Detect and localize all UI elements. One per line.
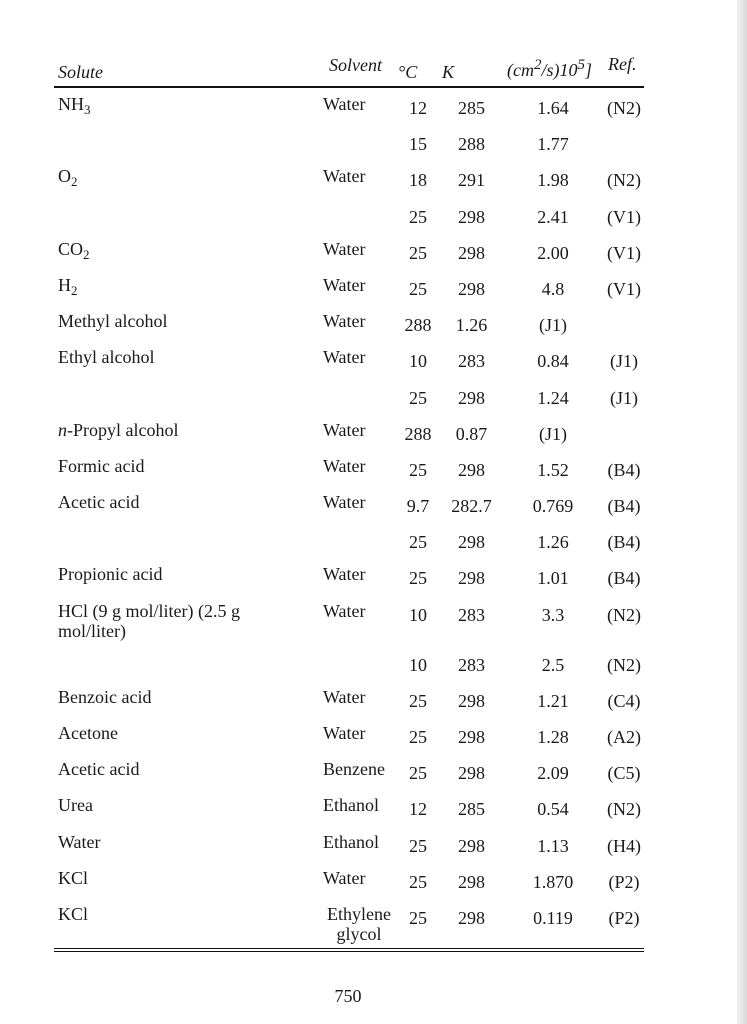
page-number: 750 — [334, 986, 362, 1006]
table-row — [54, 305, 644, 341]
cell-celsius: 12 — [409, 98, 427, 118]
cell-ref: (N2) — [607, 98, 641, 118]
cell-solvent: Water — [323, 455, 366, 476]
page-edge-shadow — [737, 0, 747, 1024]
cell-celsius: 25 — [409, 242, 427, 263]
cell-solute: Methyl alcohol — [58, 311, 168, 332]
cell-diffusivity: 1.77 — [537, 134, 569, 155]
cell-diffusivity: 2.09 — [537, 763, 569, 784]
cell-solute: Urea — [58, 795, 93, 816]
cell-kelvin: 282.7 — [451, 496, 492, 517]
cell-diffusivity: 1.98 — [537, 170, 569, 191]
cell-kelvin: 283 — [458, 351, 485, 372]
cell-solvent: Water — [323, 723, 366, 743]
cell-solvent: Water — [323, 238, 366, 259]
cell-ref: (B4) — [607, 496, 641, 517]
cell-diffusivity: 3.3 — [541, 604, 565, 625]
cell-solvent: Ethanol — [323, 795, 379, 816]
cell-ref: (V1) — [607, 242, 641, 263]
cell-celsius: 15 — [409, 134, 427, 155]
cell-celsius: 10 — [409, 604, 427, 625]
cell-solvent: Ethylene glycol — [327, 903, 391, 944]
cell-ref: (P2) — [608, 907, 640, 928]
cell-diffusivity: 1.28 — [537, 727, 569, 747]
table-row — [54, 414, 644, 450]
cell-celsius: 25 — [409, 727, 427, 747]
table-row — [54, 88, 644, 124]
cell-kelvin: 298 — [458, 871, 485, 892]
table-row — [54, 233, 644, 269]
cell-solute: KCl — [58, 867, 89, 888]
table-row — [54, 789, 644, 825]
cell-solvent: Water — [323, 867, 366, 888]
table-row — [54, 898, 644, 948]
cell-solvent: Water — [323, 492, 366, 513]
cell-solvent: Water — [323, 564, 366, 585]
cell-ref: (J1) — [610, 387, 638, 408]
cell-solute: KCl — [58, 903, 89, 924]
table-row — [54, 862, 644, 898]
cell-solute: HCl (9 g mol/liter) (2.5 g mol/liter) — [58, 600, 240, 641]
header-kelvin: K — [442, 62, 455, 82]
table-row — [54, 522, 644, 558]
cell-celsius: 25 — [409, 907, 427, 928]
cell-ref: (P2) — [608, 871, 640, 892]
cell-kelvin: 298 — [458, 690, 485, 711]
cell-celsius: 25 — [409, 871, 427, 892]
cell-solute: Acetone — [58, 723, 118, 743]
cell-diffusivity: 0.119 — [533, 907, 573, 928]
cell-diffusivity: 0.84 — [537, 351, 569, 372]
cell-solvent: Water — [323, 419, 366, 440]
cell-solute: $NH_3$ — [58, 94, 91, 117]
table-row — [54, 269, 644, 305]
cell-diffusivity: 2.5 — [541, 654, 565, 675]
cell-solute: $CO_2$ — [58, 238, 90, 262]
cell-ref: (H4) — [607, 835, 641, 856]
cell-solvent: Water — [323, 311, 366, 332]
cell-ref: (V1) — [607, 206, 641, 227]
header-celsius: °C — [398, 62, 418, 82]
cell-solvent: Water — [323, 686, 366, 707]
cell-celsius: 12 — [409, 799, 427, 820]
cell-solute: Acetic acid — [58, 759, 140, 780]
cell-diffusivity: 0.54 — [537, 799, 569, 820]
cell-solute: Ethyl alcohol — [58, 347, 155, 368]
cell-solvent: Ethanol — [323, 831, 379, 852]
cell-solute: n-Propyl alcohol — [58, 419, 179, 440]
header-diffusivity: $(cm^2/s)10^5$] — [507, 57, 592, 80]
cell-ref: (B4) — [607, 459, 641, 480]
table-row — [54, 378, 644, 414]
cell-solute: Formic acid — [58, 455, 145, 476]
cell-solute: Acetic acid — [58, 492, 140, 513]
cell-celsius: 25 — [409, 532, 427, 553]
cell-kelvin: 285 — [458, 799, 485, 820]
table-body — [54, 88, 644, 948]
cell-kelvin: 1.26 — [455, 315, 488, 336]
cell-diffusivity: 2.41 — [537, 206, 569, 227]
cell-solvent: Water — [323, 347, 366, 368]
cell-diffusivity: 1.64 — [537, 98, 569, 118]
cell-kelvin: 298 — [458, 727, 485, 747]
table-row — [54, 717, 644, 753]
table-row — [54, 645, 644, 681]
cell-celsius: 25 — [409, 278, 427, 299]
table-row — [54, 160, 644, 196]
cell-kelvin: 298 — [458, 907, 485, 928]
cell-kelvin: 298 — [458, 278, 485, 299]
cell-solvent: Benzene — [323, 759, 385, 780]
cell-diffusivity: 1.26 — [537, 532, 569, 553]
cell-ref: (N2) — [607, 654, 641, 675]
table-row — [54, 486, 644, 522]
cell-celsius: 25 — [409, 387, 427, 408]
cell-celsius: 25 — [409, 835, 427, 856]
cell-ref: (N2) — [607, 799, 641, 820]
cell-kelvin: 288 — [458, 134, 485, 155]
table-row — [54, 450, 644, 486]
table-row — [54, 341, 644, 377]
cell-ref: (B4) — [607, 568, 641, 589]
cell-kelvin: 0.87 — [455, 423, 488, 444]
cell-ref: (A2) — [607, 727, 641, 747]
cell-kelvin: 283 — [458, 654, 485, 675]
cell-diffusivity: (J1) — [539, 423, 567, 444]
table-row — [54, 124, 644, 160]
cell-kelvin: 298 — [458, 568, 485, 589]
cell-diffusivity: 1.21 — [537, 690, 569, 711]
cell-kelvin: 298 — [458, 763, 485, 784]
cell-solute: Benzoic acid — [58, 686, 152, 707]
cell-celsius: 9.7 — [406, 496, 430, 517]
header-solute: Solute — [58, 62, 103, 82]
cell-ref: (V1) — [607, 278, 641, 299]
cell-solvent: Water — [323, 600, 366, 621]
table-row — [54, 197, 644, 233]
cell-kelvin: 298 — [458, 387, 485, 408]
table-row — [54, 753, 644, 789]
cell-celsius: 25 — [409, 568, 427, 589]
cell-diffusivity: 1.01 — [537, 568, 569, 589]
table-row — [54, 595, 644, 645]
cell-solvent: Water — [323, 94, 366, 114]
cell-diffusivity: 4.8 — [541, 278, 565, 299]
cell-kelvin: 298 — [458, 242, 485, 263]
cell-diffusivity: 1.24 — [537, 387, 569, 408]
cell-celsius: 10 — [409, 351, 427, 372]
cell-kelvin: 298 — [458, 532, 485, 553]
header-solvent: Solvent — [329, 55, 382, 75]
cell-celsius: 10 — [409, 654, 427, 675]
cell-celsius: 25 — [409, 690, 427, 711]
cell-ref: (N2) — [607, 170, 641, 191]
cell-kelvin: 298 — [458, 206, 485, 227]
cell-ref: (B4) — [607, 532, 641, 553]
diffusivity-table — [54, 52, 644, 952]
cell-ref: (C4) — [607, 690, 641, 711]
table-row — [54, 558, 644, 594]
cell-solute: Water — [58, 831, 101, 852]
cell-ref: (N2) — [607, 604, 641, 625]
cell-diffusivity: 1.13 — [537, 835, 569, 856]
cell-diffusivity: 0.769 — [532, 496, 574, 517]
table-row — [54, 826, 644, 862]
cell-kelvin: 298 — [458, 459, 485, 480]
cell-celsius: 288 — [404, 315, 432, 336]
table-header — [54, 52, 644, 88]
table-row — [54, 681, 644, 717]
cell-solute: $O_2$ — [58, 166, 78, 190]
cell-celsius: 25 — [409, 206, 427, 227]
cell-celsius: 18 — [409, 170, 427, 191]
cell-diffusivity: 1.870 — [532, 871, 574, 892]
cell-solute: Propionic acid — [58, 564, 163, 585]
cell-ref: (C5) — [607, 763, 641, 784]
cell-solute: $H_2$ — [58, 274, 78, 298]
cell-ref: (J1) — [610, 351, 638, 372]
cell-diffusivity: 2.00 — [537, 242, 569, 263]
cell-kelvin: 298 — [458, 835, 485, 856]
cell-diffusivity: 1.52 — [537, 459, 569, 480]
cell-kelvin: 283 — [458, 604, 485, 625]
cell-celsius: 25 — [409, 763, 427, 784]
cell-celsius: 25 — [409, 459, 427, 480]
cell-solvent: Water — [323, 274, 366, 295]
table-bottom-rule — [54, 948, 644, 952]
cell-celsius: 288 — [404, 423, 432, 444]
cell-kelvin: 285 — [458, 98, 485, 118]
cell-diffusivity: (J1) — [539, 315, 567, 336]
cell-kelvin: 291 — [458, 170, 485, 191]
header-ref: Ref. — [608, 54, 637, 74]
cell-solvent: Water — [323, 166, 366, 187]
